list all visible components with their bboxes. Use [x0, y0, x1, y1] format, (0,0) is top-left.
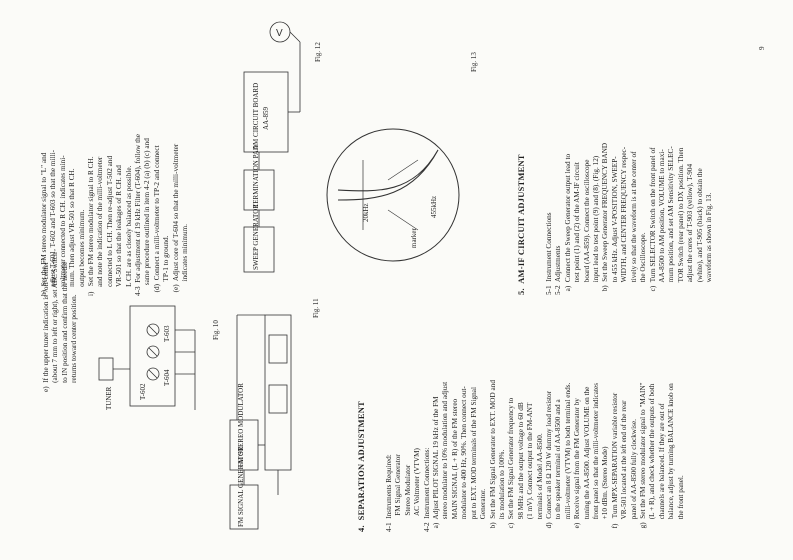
fig11-generator-label: FM SIGNAL GENERATOR: [237, 446, 245, 527]
fig10-tuner-label: TUNER: [105, 386, 113, 410]
text-line: 98 MHz and the output voltage to 60 dB: [516, 402, 525, 532]
text-line: waveform as shown in Fig. 13.: [704, 192, 713, 295]
text-line: VR-501 located at the left end of the rear: [620, 400, 629, 532]
text-line: a) Adjust PILOT SIGNAL 19 kHz of the FM: [432, 396, 441, 532]
fig12-termination-label: TERMINATION PAD: [252, 145, 260, 208]
fig13-caption: Fig. 13: [470, 52, 478, 72]
text-line: connected to L CH. Then re-adjust T-502 and: [105, 155, 114, 296]
text-line: h) Set the FM stereo modulator signal to "L" and: [40, 152, 48, 296]
text-line: d) Connect an 8 Ω 120 W dummy load resistor: [544, 390, 553, 532]
text-line: a) Connect the Sweep Generator output lead to: [563, 153, 572, 295]
text-line: input lead to test point (9) and (8). (Fig. 12): [592, 155, 601, 295]
fig13-bandwidth-label: 20kHz: [362, 203, 370, 222]
text-line: c) Turn SELECTOR Switch on the front panel of: [648, 147, 657, 295]
text-line: Generator.: [479, 488, 488, 532]
text-line: VR-501 so that the leakages of R CH. and: [115, 165, 124, 296]
text-line: and note the indication of the milli-voltmeter: [96, 156, 105, 296]
text-line: TP-1 to ground.: [162, 235, 171, 296]
text-line: e) Receive signal from the FM Generator by: [573, 398, 582, 532]
text-line: to 455 kHz. Adjust V-POSITION, SWEEP-: [610, 156, 619, 295]
text-line: put to EXT. MOD terminals of the FM Signal: [469, 387, 478, 532]
text-line: its modulation to 100%.: [497, 449, 506, 532]
text-line: the Oscilloscope.: [639, 232, 648, 295]
text-line: 5-2 Adjustments: [554, 245, 563, 295]
text-line: MAIN SIGNAL (L + R) of the FM stereo: [450, 398, 459, 532]
fig11-modulator-label: FM STEREO MODULATOR: [237, 383, 245, 467]
text-line: adjust T-601, T-602 and T-603 so that the milli-: [49, 149, 58, 296]
text-line: AA-8500 to AM position, VOLUME to maxi-: [657, 149, 666, 295]
text-line: FM Signal Generator: [394, 454, 403, 532]
page-number: 9: [758, 46, 766, 50]
separation-body: [385, 380, 686, 532]
text-line: c) Set the FM Signal Generator frequency to: [507, 397, 516, 532]
text-line: balance, adjust by turning BALANCE knob on: [667, 383, 676, 532]
text-line: g) Set the FM stereo modulator signal to "MAIN": [639, 382, 647, 532]
text-line: front panel so that the milli-voltmeter indicates: [591, 382, 600, 532]
text-line: +10 dBm. (Stereo Mode): [601, 446, 610, 532]
fig11-caption: Fig. 11: [312, 298, 320, 318]
text-line: (d) Connect a milli-voltmeter to TP-2 and connect: [152, 145, 161, 296]
text-line: AC Voltmeter (VTVM): [413, 448, 422, 532]
text-line: TOR Switch (rear panel) to DX position. Then: [676, 147, 685, 295]
text-line: b) Set the Sweep Generator FREQUENCY BAND: [601, 142, 610, 295]
fig10-t602-label: T-602: [139, 383, 147, 400]
text-line: voltmeter connected to R CH. indicates mini-: [58, 155, 67, 296]
text-line: f) Turn MPX-SEPARATION variable resistor: [610, 392, 619, 532]
text-line: Stereo Modulator: [403, 464, 412, 532]
text-line: milli-voltmeter (VTVM) to both terminal ends.: [563, 382, 572, 532]
text-line: indicates minimum.: [181, 224, 190, 296]
separation-continued: [40, 134, 191, 296]
text-line: (white), and T-905 (black) to obtain the: [695, 168, 704, 295]
am-if-body: [545, 143, 714, 295]
am-if-section: [498, 143, 733, 295]
text-line: terminals of Model AA-8500.: [535, 433, 544, 532]
fig13-marker-label: marker: [410, 228, 418, 248]
text-line: i) Set the FM stereo modulator signal to R CH.: [87, 156, 96, 296]
text-line: mum. Then adjust VR-501 so that R CH.: [68, 168, 77, 296]
text-line: modulator to 400 Hz, 90%. Then connect out-: [460, 386, 469, 532]
fig12-sweep-label: SWEEP GENERATOR: [252, 204, 260, 270]
fig12-caption: Fig. 12: [314, 42, 322, 62]
text-line: the front panel.: [676, 475, 685, 532]
figure-11: [225, 295, 295, 535]
text-line: (e) Adjust core of T-604 so that the milli-voltmeter: [171, 143, 180, 296]
fig12-board-label: AM CIRCUIT BOARD: [252, 82, 260, 150]
text-line: to the speaker terminal of AA-8500 and a: [554, 399, 563, 532]
text-line: returns toward center position.: [70, 294, 79, 392]
fig12-aa859-label: AA-859: [262, 107, 270, 130]
figure-13: [318, 120, 468, 270]
text-line: 4-2 Instrument Connections:: [422, 447, 431, 532]
text-line: b) Set the FM Signal Generator to EXT. MOD and: [488, 380, 497, 532]
text-line: panel of AA-8500 fully clockwise.: [629, 419, 638, 532]
text-line: (L + R), and check whether the outputs of both: [648, 383, 657, 532]
text-line: tively so that the waveform is at the center of: [629, 151, 638, 295]
figure-10: [95, 300, 205, 420]
text-line: L CH. are as closely balanced as possible.: [124, 165, 133, 296]
fig10-caption: Fig. 10: [212, 320, 220, 340]
separation-section: [338, 380, 705, 532]
text-line: (1 mV). Connect output to the FM-ANT: [526, 402, 535, 532]
text-line: adjust the cores of T-903 (yellow), T-904: [686, 163, 695, 295]
text-line: output becomes minimum.: [77, 209, 86, 296]
section-4-heading: 4. SEPARATION ADJUSTMENT: [356, 401, 366, 532]
text-line: 4-3 For adjustment of 19 kHz Filter (T-604), follow the: [134, 134, 143, 296]
text-line: mum position, and set AM Sensitivity SELEC-: [667, 146, 676, 295]
text-line: 5-1 Instrument Connections: [545, 212, 554, 295]
text-line: test point (1) and (2) of the AM-IF circuit: [573, 162, 582, 295]
text-line: to IN position and confirm that the needle: [60, 261, 69, 392]
text-line: stereo modulator to 10% modulation and adjust: [441, 381, 450, 532]
text-line: e) If the upper tuner indication is "off-center": [42, 258, 50, 392]
text-line: 4-1 Instruments Required:: [385, 454, 394, 532]
text-line: (about 7 mm to left or right), set AFC Switch: [51, 252, 60, 392]
text-line: board (AA-859). Connect the oscilloscope: [582, 159, 591, 295]
figure-12: [240, 12, 310, 282]
section-5-heading: 5. AM-IF CIRCUIT ADJUSTMENT: [516, 154, 526, 295]
text-line: WIDTH, and CENTER FREQUENCY respec-: [620, 146, 629, 295]
fig12-meter-label: V: [276, 28, 283, 39]
text-line: channels are balanced. If they are out of: [657, 403, 666, 532]
fig10-t603-label: T-603: [163, 325, 171, 342]
fig13-freq-label: 455kHz: [430, 195, 438, 218]
text-line: tuning the AA-8500. Adjust VOLUME on the: [582, 386, 591, 532]
text-line: same procedure outlined in item 4-2 (a) (b) (c) and: [143, 138, 152, 296]
fig10-t604-label: T-604: [163, 369, 171, 386]
